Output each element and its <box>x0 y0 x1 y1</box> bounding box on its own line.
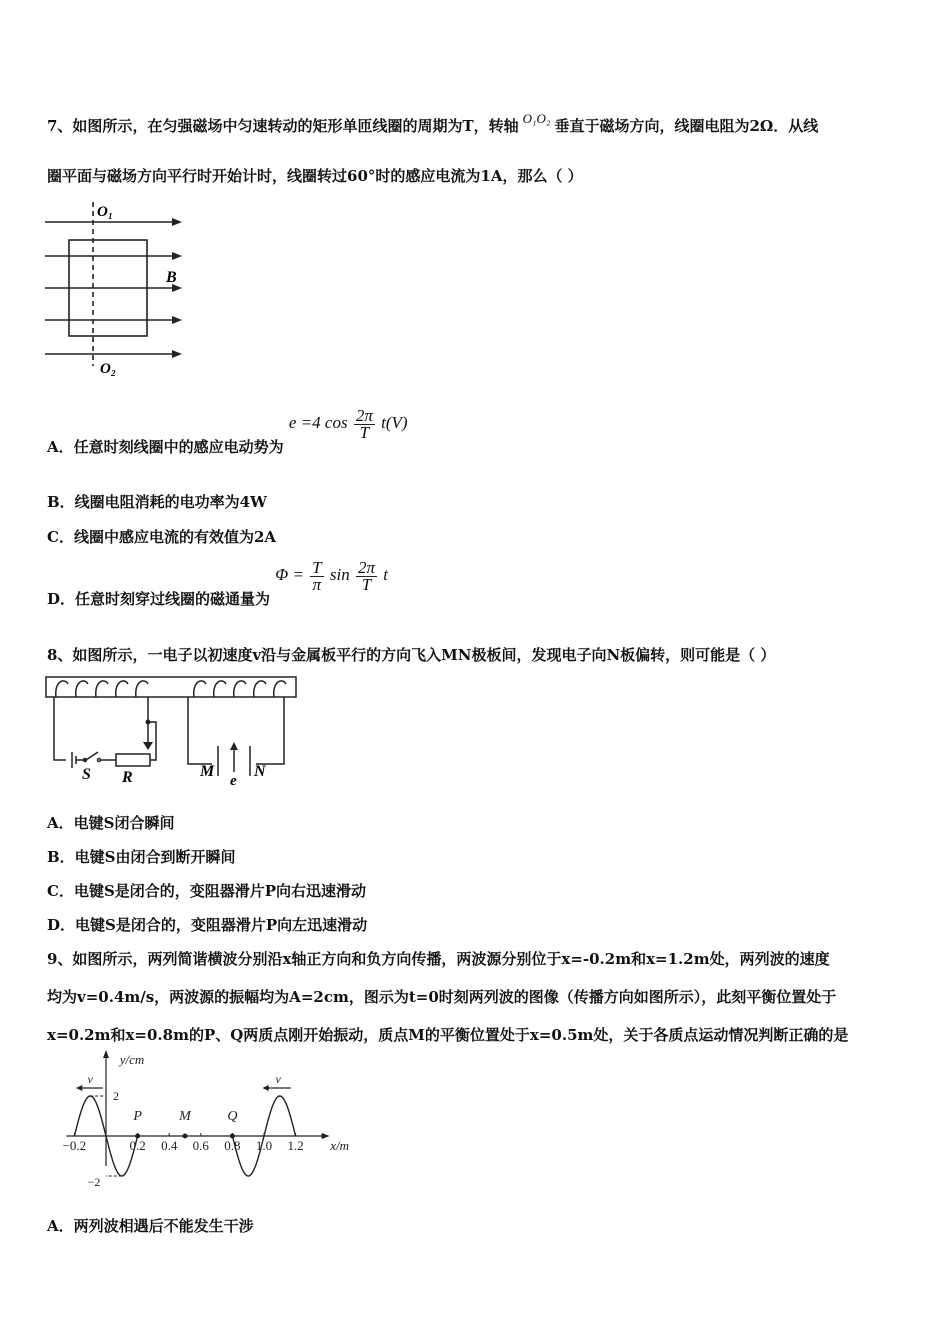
y-tick-label-pos: 2 <box>113 1089 119 1103</box>
b-label: B <box>166 269 177 286</box>
option-d-equation: Φ = $\frac{T}{\pi}$ sin $\frac{2\pi}{T}$ t <box>275 558 388 594</box>
m-label: M <box>200 763 215 780</box>
x-tick-label: 0.6 <box>192 1138 209 1153</box>
point-label-p: P <box>133 1109 142 1124</box>
r-label: R <box>122 769 133 786</box>
velocity-label-right: v <box>275 1072 281 1086</box>
q8-stem: 8、如图所示，一电子以初速度v沿与金属板平行的方向飞入MN极板间，发现电子向N板偏转，则可能是（ ） <box>47 646 776 664</box>
q8-circuit-figure <box>44 674 300 789</box>
x-axis-arrow <box>322 1133 330 1139</box>
x-tick-label: 0.8 <box>224 1138 241 1153</box>
point-q <box>230 1134 235 1139</box>
y-tick-label-neg: −2 <box>87 1175 101 1189</box>
x-axis-label: x/m <box>330 1138 349 1153</box>
x-tick-label: 1.0 <box>255 1138 273 1153</box>
o2-label: O₂ <box>100 361 117 377</box>
velocity-label-left: v <box>87 1072 93 1086</box>
q9-stem-line2: 均为v=0.4m/s，两波源的振幅均为A=2cm，图示为t=0时刻两列波的图像（传播方向如图所示），此刻平衡位置处于 <box>47 988 837 1006</box>
axis-label: O₁O₂ <box>522 111 551 126</box>
q7-option-c: C．线圈中感应电流的有效值为2A <box>47 528 277 546</box>
q8-option-d: D．电键S是闭合的，变阻器滑片P向左迅速滑动 <box>47 916 368 934</box>
q8-option-b: B．电键S由闭合到断开瞬间 <box>47 848 236 866</box>
option-a-equation: e =4 cos $\frac{2\pi}{T}$ t(V) <box>288 406 408 442</box>
x-tick-label: 0.4 <box>161 1138 178 1153</box>
q7-option-b: B．线圈电阻消耗的电功率为4W <box>47 493 267 511</box>
point-p <box>135 1134 140 1139</box>
point-m <box>183 1134 188 1139</box>
velocity-arrowhead-right <box>262 1085 268 1091</box>
x-tick-label: 0.2 <box>129 1138 146 1153</box>
x-tick-label: −0.2 <box>62 1138 87 1153</box>
q9-wave-chart <box>48 1048 428 1189</box>
n-label: N <box>254 763 266 780</box>
q9-option-a: A．两列波相遇后不能发生干涉 <box>47 1217 254 1235</box>
point-label-m: M <box>179 1109 191 1124</box>
o1-label: O₁ <box>97 204 114 220</box>
q7-coil-figure <box>42 198 192 380</box>
q7-option-d: D．任意时刻穿过线圈的磁通量为 Φ = $\frac{T}{\pi}$ sin $\frac{2\pi}{T}$ t <box>47 558 388 609</box>
q7-stem-line1: 7、如图所示，在匀强磁场中匀速转动的矩形单匝线圈的周期为T，转轴 O₁O₂ 垂直于磁场方向，线圈电阻为2Ω．从线 <box>47 111 819 135</box>
q9-stem-line1: 9、如图所示，两列简谐横波分别沿x轴正方向和负方向传播，两波源分别位于x=-0.2m和x=1.2m处，两列波的速度 <box>47 950 830 968</box>
q9-stem-line3: x=0.2m和x=0.8m的P、Q两质点刚开始振动，质点M的平衡位置处于x=0.5m处，关于各质点运动情况判断正确的是 <box>47 1026 849 1044</box>
q7-option-a: A．任意时刻线圈中的感应电动势为 e =4 cos $\frac{2\pi}{T}$ t(V) <box>47 406 408 457</box>
q7-stem-line2: 圈平面与磁场方向平行时开始计时，线圈转过60°时的感应电流为1A，那么（ ） <box>47 167 583 185</box>
e-label: e <box>230 773 237 789</box>
s-label: S <box>82 766 91 783</box>
y-axis-label: y/cm <box>119 1052 145 1067</box>
q8-option-c: C．电键S是闭合的，变阻器滑片P向右迅速滑动 <box>47 882 367 900</box>
velocity-arrowhead-left <box>76 1085 82 1091</box>
x-tick-label: 1.2 <box>287 1138 304 1153</box>
y-axis-arrow <box>103 1050 109 1058</box>
point-label-q: Q <box>227 1109 238 1124</box>
q8-option-a: A．电键S闭合瞬间 <box>47 814 175 832</box>
